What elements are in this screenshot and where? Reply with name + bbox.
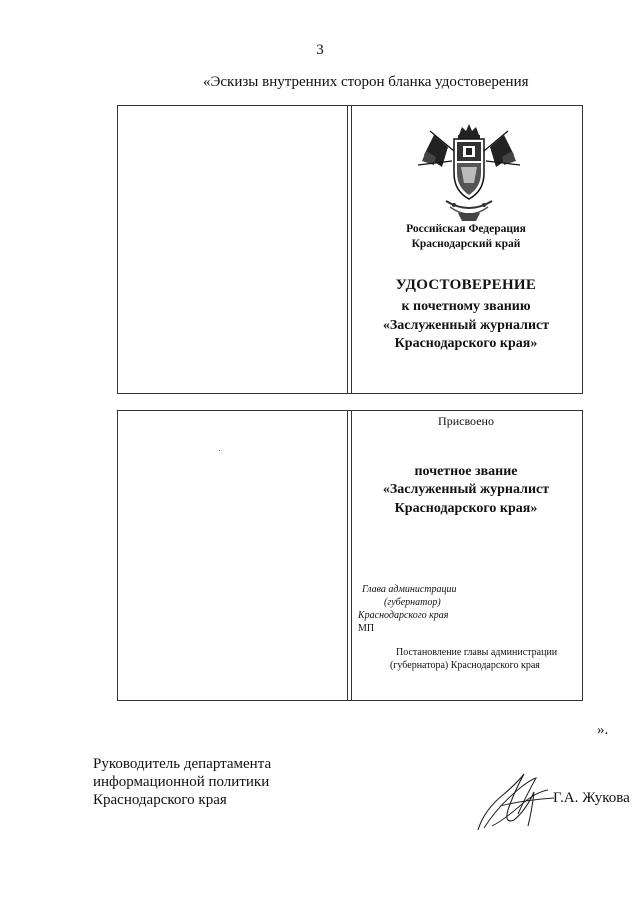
closing-quote: ». — [597, 722, 609, 738]
certificate-subtitle-line: к почетному званию — [401, 299, 531, 314]
assigned-label: Присвоено — [438, 414, 494, 428]
signatory-position-line: информационной политики — [93, 774, 270, 790]
page-number: 3 — [316, 42, 324, 58]
certificate-subtitle-line: «Заслуженный журналист — [382, 318, 550, 333]
signature-title-line: (губернатор) — [384, 597, 441, 608]
decree-line: Постановление главы администрации — [396, 647, 558, 658]
krasnodar-coat-of-arms-icon — [414, 121, 524, 233]
decree-line: (губернатора) Краснодарского края — [390, 660, 540, 671]
country-name: Российская Федерация — [406, 223, 526, 235]
speck — [219, 450, 220, 451]
certificate-right-page — [350, 411, 582, 700]
stamp-place-label: МП — [358, 623, 375, 634]
signatory-position-line: Руководитель департамента — [93, 756, 272, 772]
certificate-outer-sketch — [117, 105, 583, 394]
honorary-title-line: «Заслуженный журналист — [382, 482, 550, 497]
certificate-right-page — [350, 106, 582, 393]
signature-title-line: Краснодарского края — [358, 610, 449, 621]
region-name: Краснодарский край — [411, 238, 521, 250]
document-heading: «Эскизы внутренних сторон бланка удостоверения — [203, 74, 529, 90]
certificate-subtitle-line: Краснодарского края» — [394, 336, 538, 351]
signatory-name: Г.А. Жукова — [553, 790, 630, 806]
signature-title-line: Глава администрации — [362, 584, 457, 595]
certificate-title: УДОСТОВЕРЕНИЕ — [395, 277, 537, 293]
honorary-title-line: почетное звание — [414, 464, 518, 479]
signatory-position-line: Краснодарского края — [93, 792, 227, 808]
honorary-title-line: Краснодарского края» — [394, 501, 538, 516]
certificate-inner-sketch — [117, 410, 583, 701]
handwritten-signature — [474, 770, 564, 836]
